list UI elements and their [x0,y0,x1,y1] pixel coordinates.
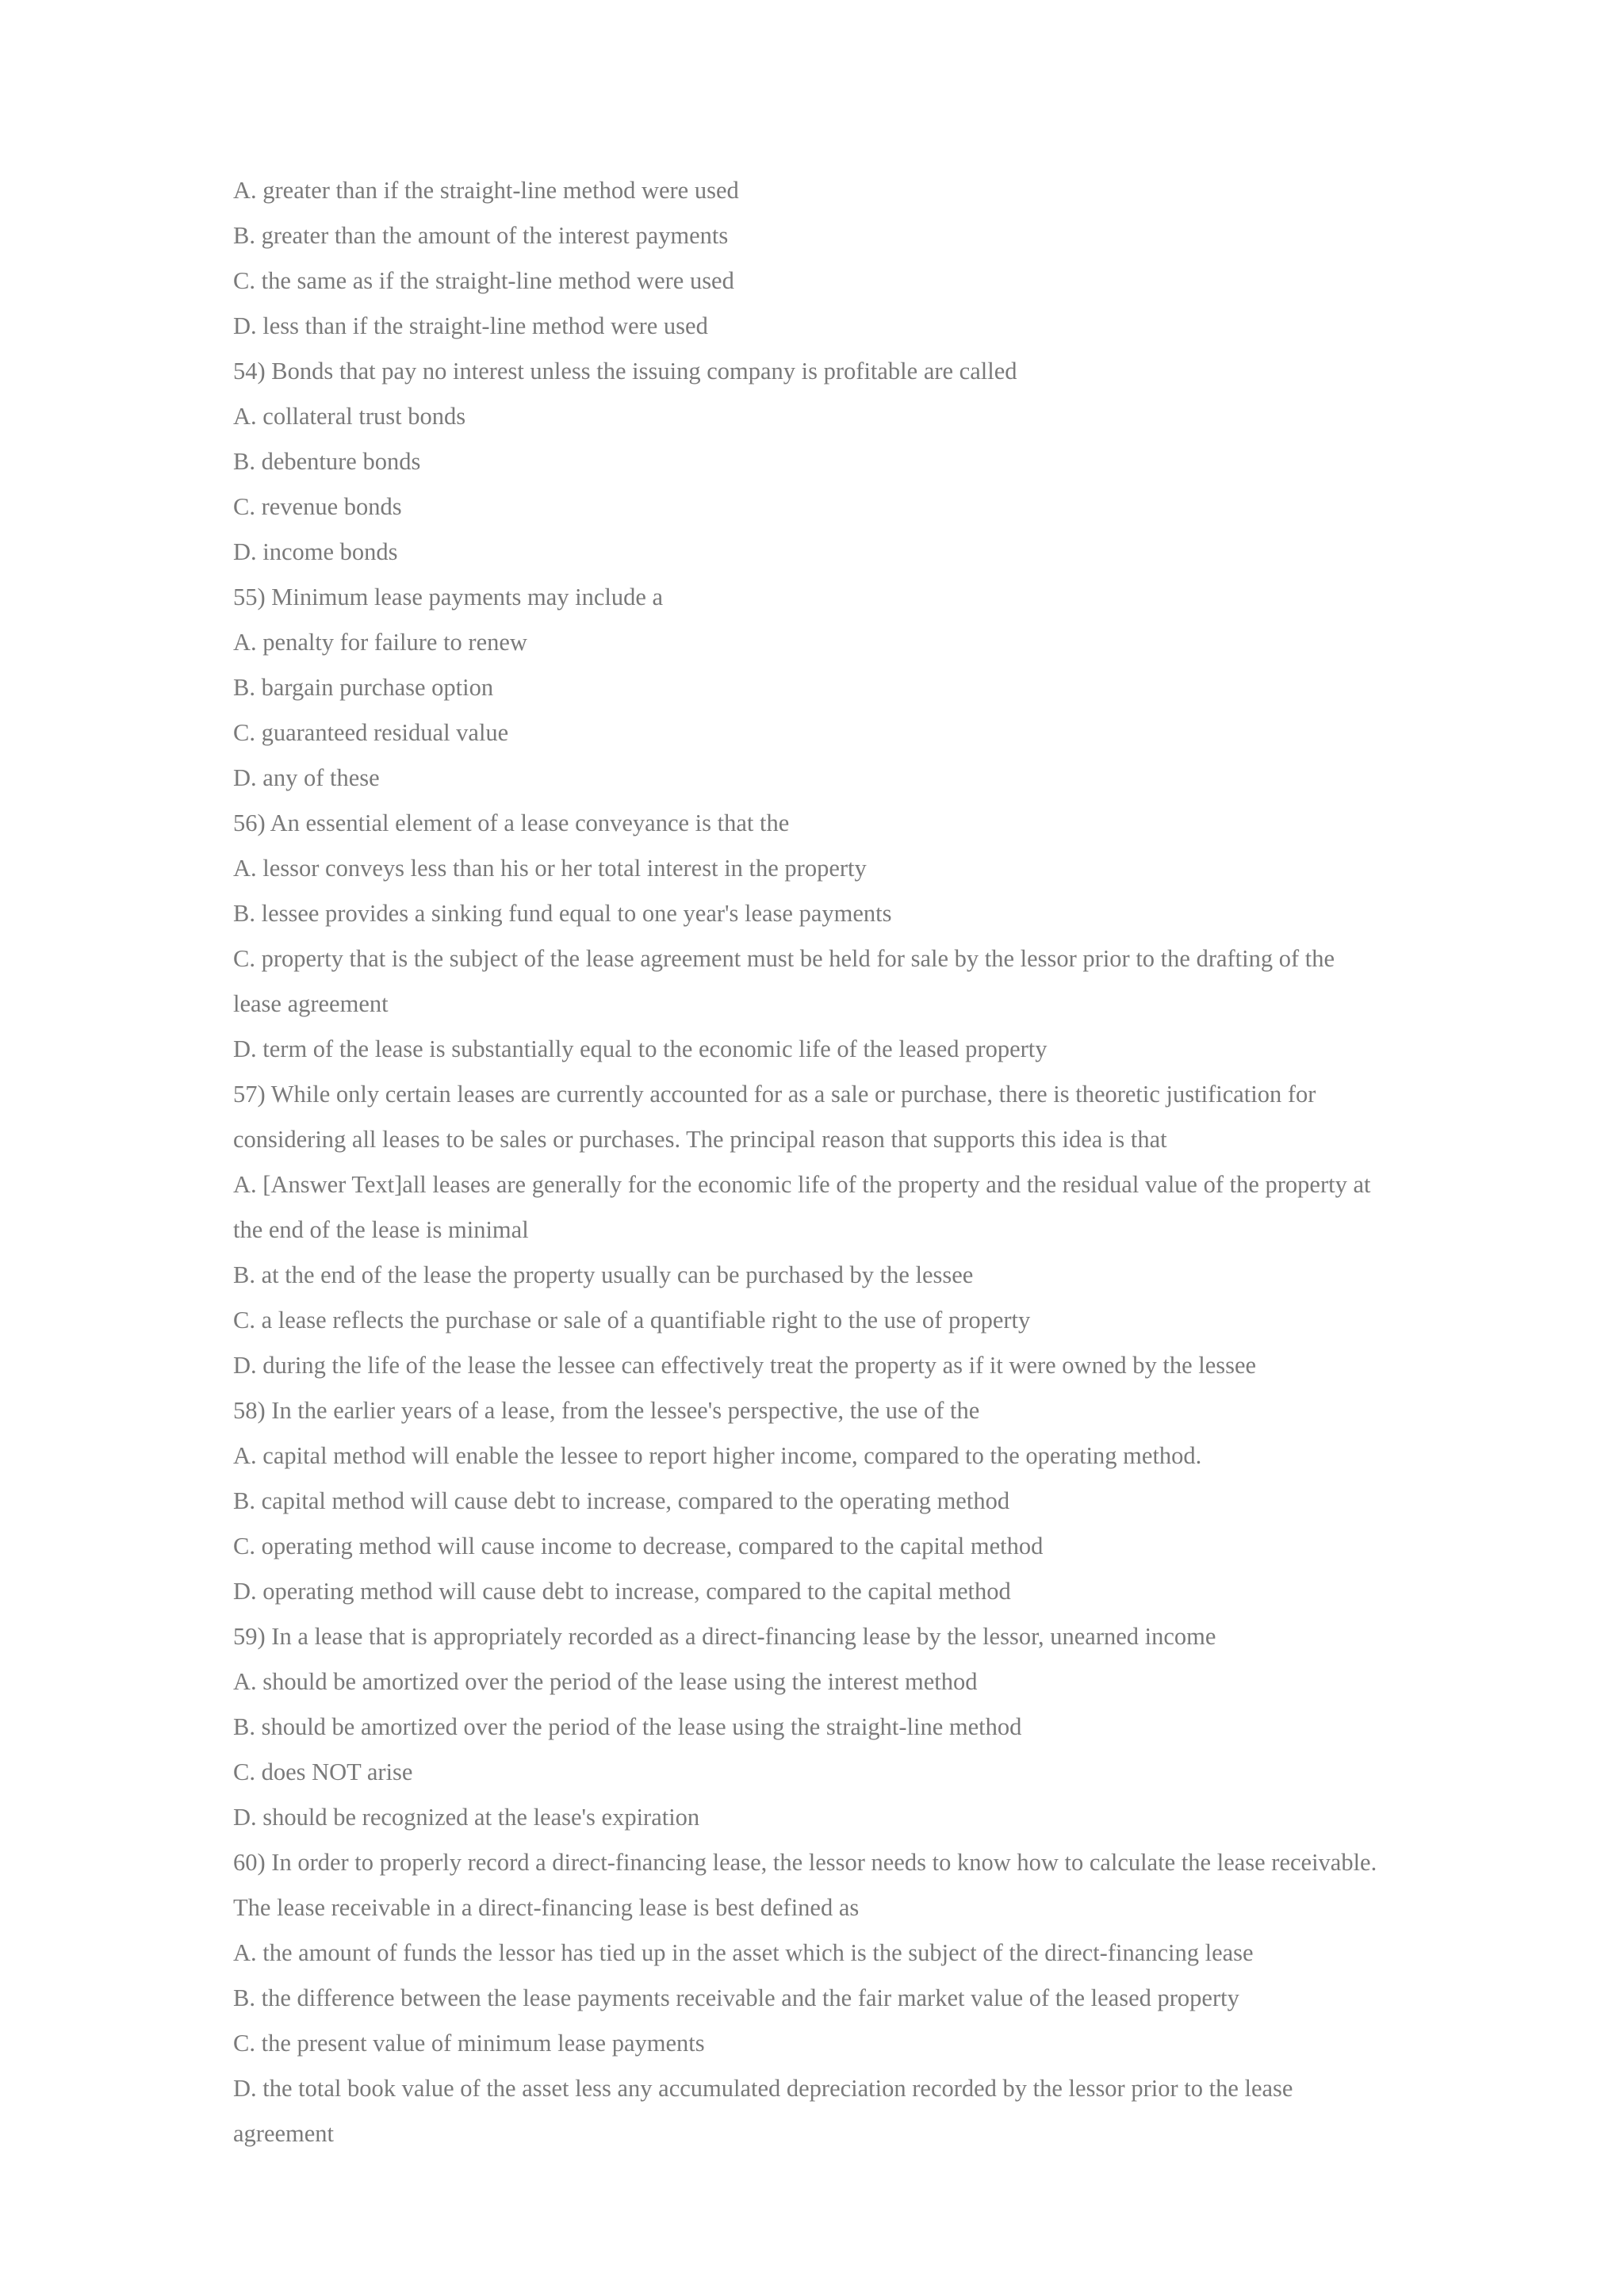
text-line: A. should be amortized over the period of the lease using the interest method [233,1668,978,1695]
text-line: A. capital method will enable the lessee to report higher income, compared to the operating method. [233,1442,1202,1469]
text-line: A. penalty for failure to renew [233,629,527,656]
question-58: 58) In the earlier years of a lease, from the lessee's perspective, the use of the [233,1397,980,1424]
text-line: C. operating method will cause income to decrease, compared to the capital method [233,1533,1044,1559]
text-line: agreement [233,2120,335,2147]
text-line: C. revenue bonds [233,493,402,520]
text-line: The lease receivable in a direct-financing lease is best defined as [233,1894,860,1921]
text-line: D. less than if the straight-line method were used [233,312,708,339]
text-line: C. the same as if the straight-line method were used [233,267,734,294]
text-line: A. greater than if the straight-line method were used [233,177,739,204]
text-line: A. the amount of funds the lessor has tied up in the asset which is the subject of the direct-financing lease [233,1939,1254,1966]
text-line: A. lessor conveys less than his or her total interest in the property [233,855,867,882]
text-line: D. the total book value of the asset less any accumulated depreciation recorded by the lessor prior to the lease [233,2075,1293,2102]
question-60: 60) In order to properly record a direct-financing lease, the lessor needs to know how to calculate the lease receivable. [233,1849,1377,1876]
text-line: B. at the end of the lease the property usually can be purchased by the lessee [233,1261,974,1288]
text-line: D. during the life of the lease the lessee can effectively treat the property as if it were owned by the lessee [233,1352,1257,1379]
text-line: C. property that is the subject of the lease agreement must be held for sale by the lessor prior to the drafting of the [233,945,1335,972]
question-57: 57) While only certain leases are currently accounted for as a sale or purchase, there is theoretic justification for [233,1081,1316,1108]
text-line: considering all leases to be sales or purchases. The principal reason that supports this idea is that [233,1126,1167,1153]
text-line: B. the difference between the lease payments receivable and the fair market value of the leased property [233,1984,1239,2011]
text-line: lease agreement [233,990,389,1017]
text-line: D. any of these [233,764,380,791]
document-page [233,168,1534,2156]
text-line: B. greater than the amount of the interest payments [233,222,729,249]
text-line: A. collateral trust bonds [233,403,466,430]
text-line: B. should be amortized over the period of the lease using the straight-line method [233,1713,1022,1740]
text-line: D. term of the lease is substantially equal to the economic life of the leased property [233,1035,1048,1062]
text-line: the end of the lease is minimal [233,1216,529,1243]
text-line: C. the present value of minimum lease payments [233,2030,705,2057]
text-line: B. bargain purchase option [233,674,494,701]
text-line: D. operating method will cause debt to increase, compared to the capital method [233,1578,1011,1605]
question-54: 54) Bonds that pay no interest unless the issuing company is profitable are called [233,358,1017,385]
question-55: 55) Minimum lease payments may include a [233,584,664,610]
text-line: A. [Answer Text]all leases are generally for the economic life of the property and the residual value of the property at [233,1171,1371,1198]
question-59: 59) In a lease that is appropriately recorded as a direct-financing lease by the lessor, unearned income [233,1623,1216,1650]
text-line: C. a lease reflects the purchase or sale of a quantifiable right to the use of property [233,1307,1031,1334]
text-line: C. guaranteed residual value [233,719,509,746]
text-line: D. income bonds [233,538,398,565]
text-line: B. debenture bonds [233,448,421,475]
question-56: 56) An essential element of a lease conveyance is that the [233,809,790,836]
text-line: B. capital method will cause debt to increase, compared to the operating method [233,1487,1010,1514]
text-line: D. should be recognized at the lease's expiration [233,1804,700,1831]
text-line: B. lessee provides a sinking fund equal to one year's lease payments [233,900,892,927]
text-line: C. does NOT arise [233,1758,413,1785]
